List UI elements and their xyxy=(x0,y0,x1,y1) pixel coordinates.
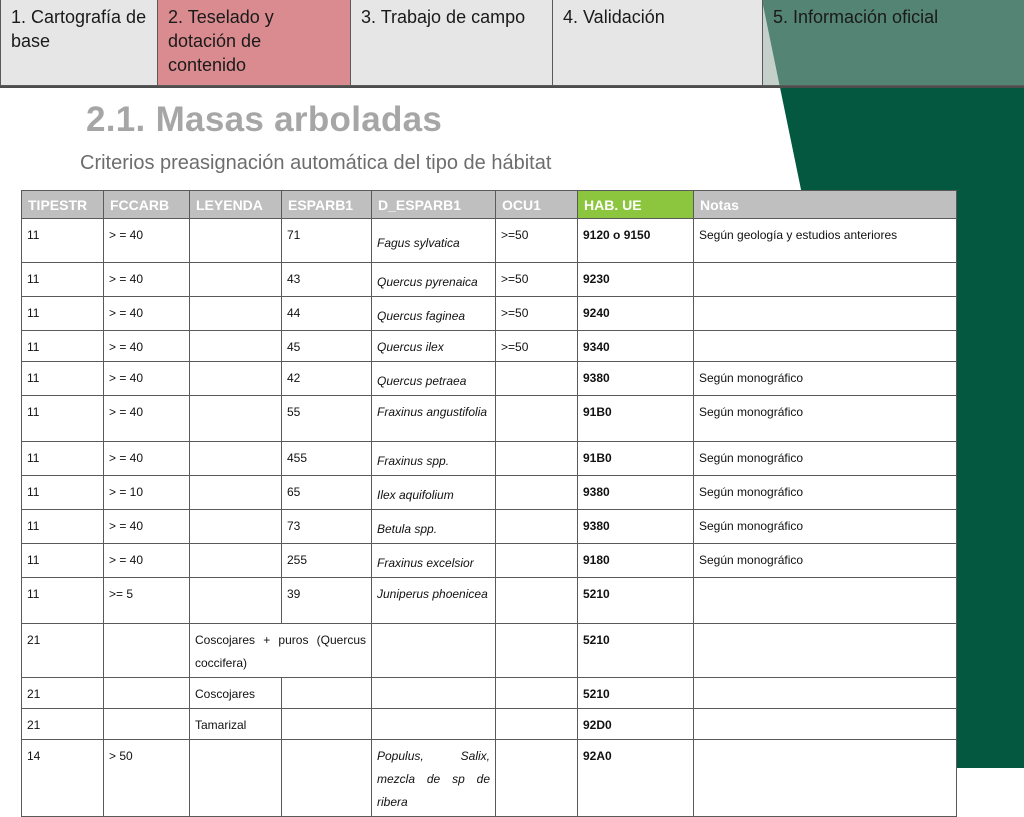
species-name: Quercus pyrenaica xyxy=(377,275,478,289)
page-title: 2.1. Masas arboladas xyxy=(86,100,443,139)
table-row xyxy=(22,578,957,624)
tab-informacion-oficial[interactable]: 5. Información oficial xyxy=(762,0,1024,86)
tab-teselado-active[interactable]: 2. Teselado y dotación de contenido xyxy=(157,0,351,86)
cell-tipestr: 21 xyxy=(22,678,104,709)
cell-fccarb: > = 10 xyxy=(104,476,190,510)
header-fccarb: FCCARB xyxy=(104,191,190,219)
cell-hab-ue: 91B0 xyxy=(578,442,694,476)
cell-hab-ue: 9240 xyxy=(578,297,694,331)
cell-leyenda xyxy=(190,362,282,396)
cell-d-esparb1 xyxy=(372,678,496,709)
cell-esparb1: 43 xyxy=(282,263,372,297)
species-name: Ilex aquifolium xyxy=(377,488,454,502)
header-d-esparb1: D_ESPARB1 xyxy=(372,191,496,219)
table-row xyxy=(22,331,957,362)
cell-esparb1: 44 xyxy=(282,297,372,331)
cell-hab-ue: 9340 xyxy=(578,331,694,362)
cell-esparb1 xyxy=(282,678,372,709)
cell-fccarb: > = 40 xyxy=(104,396,190,442)
cell-d-esparb1 xyxy=(372,476,496,510)
cell-tipestr: 11 xyxy=(22,263,104,297)
cell-tipestr: 11 xyxy=(22,297,104,331)
cell-ocu1 xyxy=(496,442,578,476)
cell-notas xyxy=(694,709,957,740)
cell-notas: Según monográfico xyxy=(694,396,957,442)
header-ocu1: OCU1 xyxy=(496,191,578,219)
cell-d-esparb1: Quercus ilex xyxy=(372,331,496,362)
cell-ocu1 xyxy=(496,476,578,510)
cell-notas: Según monográfico xyxy=(694,510,957,544)
table-row xyxy=(22,297,957,331)
habitat-criteria-table xyxy=(21,190,957,817)
cell-leyenda xyxy=(190,476,282,510)
cell-tipestr: 11 xyxy=(22,510,104,544)
cell-hab-ue: 9380 xyxy=(578,476,694,510)
cell-ocu1 xyxy=(496,740,578,817)
cell-notas xyxy=(694,297,957,331)
table-row xyxy=(22,362,957,396)
cell-hab-ue: 9180 xyxy=(578,544,694,578)
process-steps-nav xyxy=(0,0,1024,88)
species-name: Quercus faginea xyxy=(377,309,466,323)
cell-esparb1: 55 xyxy=(282,396,372,442)
cell-notas xyxy=(694,624,957,678)
cell-ocu1: >=50 xyxy=(496,331,578,362)
cell-fccarb xyxy=(104,624,190,678)
cell-d-esparb1 xyxy=(372,510,496,544)
cell-leyenda xyxy=(190,578,282,624)
cell-notas xyxy=(694,263,957,297)
header-hab-ue: HAB. UE xyxy=(578,191,694,219)
cell-fccarb: > = 40 xyxy=(104,544,190,578)
cell-esparb1: 71 xyxy=(282,219,372,263)
table-row xyxy=(22,510,957,544)
cell-d-esparb1: Populus, Salix, mezcla de sp de ribera xyxy=(372,740,496,817)
cell-notas: Según monográfico xyxy=(694,476,957,510)
cell-ocu1 xyxy=(496,510,578,544)
cell-tipestr: 11 xyxy=(22,219,104,263)
cell-leyenda xyxy=(190,740,282,817)
cell-hab-ue: 9120 o 9150 xyxy=(578,219,694,263)
species-name: Quercus petraea xyxy=(377,374,467,388)
species-name: Fagus sylvatica xyxy=(377,236,460,250)
tabs-divider xyxy=(0,86,1024,88)
cell-notas: Según monográfico xyxy=(694,544,957,578)
cell-fccarb: > 50 xyxy=(104,740,190,817)
table-row xyxy=(22,442,957,476)
cell-d-esparb1 xyxy=(372,544,496,578)
table-row xyxy=(22,740,957,817)
cell-esparb1: 42 xyxy=(282,362,372,396)
cell-ocu1 xyxy=(496,678,578,709)
cell-tipestr: 11 xyxy=(22,396,104,442)
cell-hab-ue: 92D0 xyxy=(578,709,694,740)
cell-ocu1 xyxy=(496,709,578,740)
cell-hab-ue: 9230 xyxy=(578,263,694,297)
cell-d-esparb1 xyxy=(372,263,496,297)
cell-tipestr: 11 xyxy=(22,331,104,362)
cell-hab-ue: 5210 xyxy=(578,624,694,678)
cell-leyenda xyxy=(190,442,282,476)
cell-tipestr: 11 xyxy=(22,476,104,510)
cell-ocu1 xyxy=(496,362,578,396)
cell-esparb1: 45 xyxy=(282,331,372,362)
cell-d-esparb1 xyxy=(372,362,496,396)
cell-fccarb xyxy=(104,709,190,740)
table-row xyxy=(22,544,957,578)
cell-ocu1: >=50 xyxy=(496,263,578,297)
header-leyenda: LEYENDA xyxy=(190,191,282,219)
cell-fccarb: > = 40 xyxy=(104,331,190,362)
cell-fccarb: > = 40 xyxy=(104,219,190,263)
cell-tipestr: 21 xyxy=(22,709,104,740)
cell-tipestr: 11 xyxy=(22,442,104,476)
species-name: Fraxinus excelsior xyxy=(377,556,474,570)
tab-trabajo-campo[interactable]: 3. Trabajo de campo xyxy=(350,0,553,86)
species-name: Betula spp. xyxy=(377,522,438,536)
cell-notas xyxy=(694,678,957,709)
cell-leyenda xyxy=(190,510,282,544)
table-row xyxy=(22,396,957,442)
cell-esparb1: 65 xyxy=(282,476,372,510)
cell-tipestr: 11 xyxy=(22,544,104,578)
cell-ocu1 xyxy=(496,396,578,442)
cell-d-esparb1: Fraxinus angustifolia xyxy=(372,396,496,442)
cell-fccarb: > = 40 xyxy=(104,297,190,331)
cell-d-esparb1 xyxy=(372,709,496,740)
cell-notas xyxy=(694,331,957,362)
header-esparb1: ESPARB1 xyxy=(282,191,372,219)
cell-esparb1 xyxy=(282,740,372,817)
cell-notas xyxy=(694,740,957,817)
cell-d-esparb1 xyxy=(372,624,496,678)
tab-validacion[interactable]: 4. Validación xyxy=(552,0,763,86)
header-notas: Notas xyxy=(694,191,957,219)
cell-ocu1 xyxy=(496,624,578,678)
cell-d-esparb1 xyxy=(372,442,496,476)
cell-tipestr: 21 xyxy=(22,624,104,678)
cell-d-esparb1 xyxy=(372,219,496,263)
cell-fccarb: > = 40 xyxy=(104,442,190,476)
cell-d-esparb1 xyxy=(372,297,496,331)
cell-tipestr: 11 xyxy=(22,362,104,396)
species-name: Fraxinus spp. xyxy=(377,454,450,468)
cell-leyenda xyxy=(190,297,282,331)
cell-ocu1 xyxy=(496,578,578,624)
cell-leyenda: Coscojares + puros (Quercus coccifera) xyxy=(190,624,372,678)
cell-fccarb xyxy=(104,678,190,709)
header-tipestr: TIPESTR xyxy=(22,191,104,219)
cell-fccarb: > = 40 xyxy=(104,362,190,396)
cell-esparb1: 255 xyxy=(282,544,372,578)
cell-leyenda xyxy=(190,396,282,442)
cell-hab-ue: 91B0 xyxy=(578,396,694,442)
cell-leyenda xyxy=(190,263,282,297)
cell-ocu1: >=50 xyxy=(496,297,578,331)
cell-leyenda xyxy=(190,331,282,362)
cell-notas: Según monográfico xyxy=(694,362,957,396)
cell-notas: Según monográfico xyxy=(694,442,957,476)
cell-hab-ue: 9380 xyxy=(578,510,694,544)
cell-tipestr: 11 xyxy=(22,578,104,624)
tab-cartografia-base[interactable]: 1. Cartografía de base xyxy=(0,0,158,86)
cell-ocu1: >=50 xyxy=(496,219,578,263)
cell-notas xyxy=(694,578,957,624)
cell-leyenda xyxy=(190,219,282,263)
cell-tipestr: 14 xyxy=(22,740,104,817)
cell-ocu1 xyxy=(496,544,578,578)
cell-leyenda xyxy=(190,544,282,578)
cell-hab-ue: 92A0 xyxy=(578,740,694,817)
page-subtitle: Criterios preasignación automática del tipo de hábitat xyxy=(80,152,552,174)
cell-leyenda: Coscojares xyxy=(190,678,282,709)
cell-fccarb: > = 40 xyxy=(104,510,190,544)
table-row xyxy=(22,263,957,297)
cell-d-esparb1: Juniperus phoenicea xyxy=(372,578,496,624)
cell-hab-ue: 5210 xyxy=(578,578,694,624)
table-row xyxy=(22,219,957,263)
cell-leyenda: Tamarizal xyxy=(190,709,282,740)
cell-esparb1: 73 xyxy=(282,510,372,544)
table-row xyxy=(22,624,957,678)
cell-hab-ue: 5210 xyxy=(578,678,694,709)
table-row xyxy=(22,709,957,740)
cell-hab-ue: 9380 xyxy=(578,362,694,396)
table-row xyxy=(22,476,957,510)
cell-esparb1 xyxy=(282,709,372,740)
cell-esparb1: 39 xyxy=(282,578,372,624)
cell-esparb1: 455 xyxy=(282,442,372,476)
cell-fccarb: > = 40 xyxy=(104,263,190,297)
table-row xyxy=(22,678,957,709)
table-header-row xyxy=(22,191,957,219)
cell-fccarb: >= 5 xyxy=(104,578,190,624)
cell-notas: Según geología y estudios anteriores xyxy=(694,219,957,263)
